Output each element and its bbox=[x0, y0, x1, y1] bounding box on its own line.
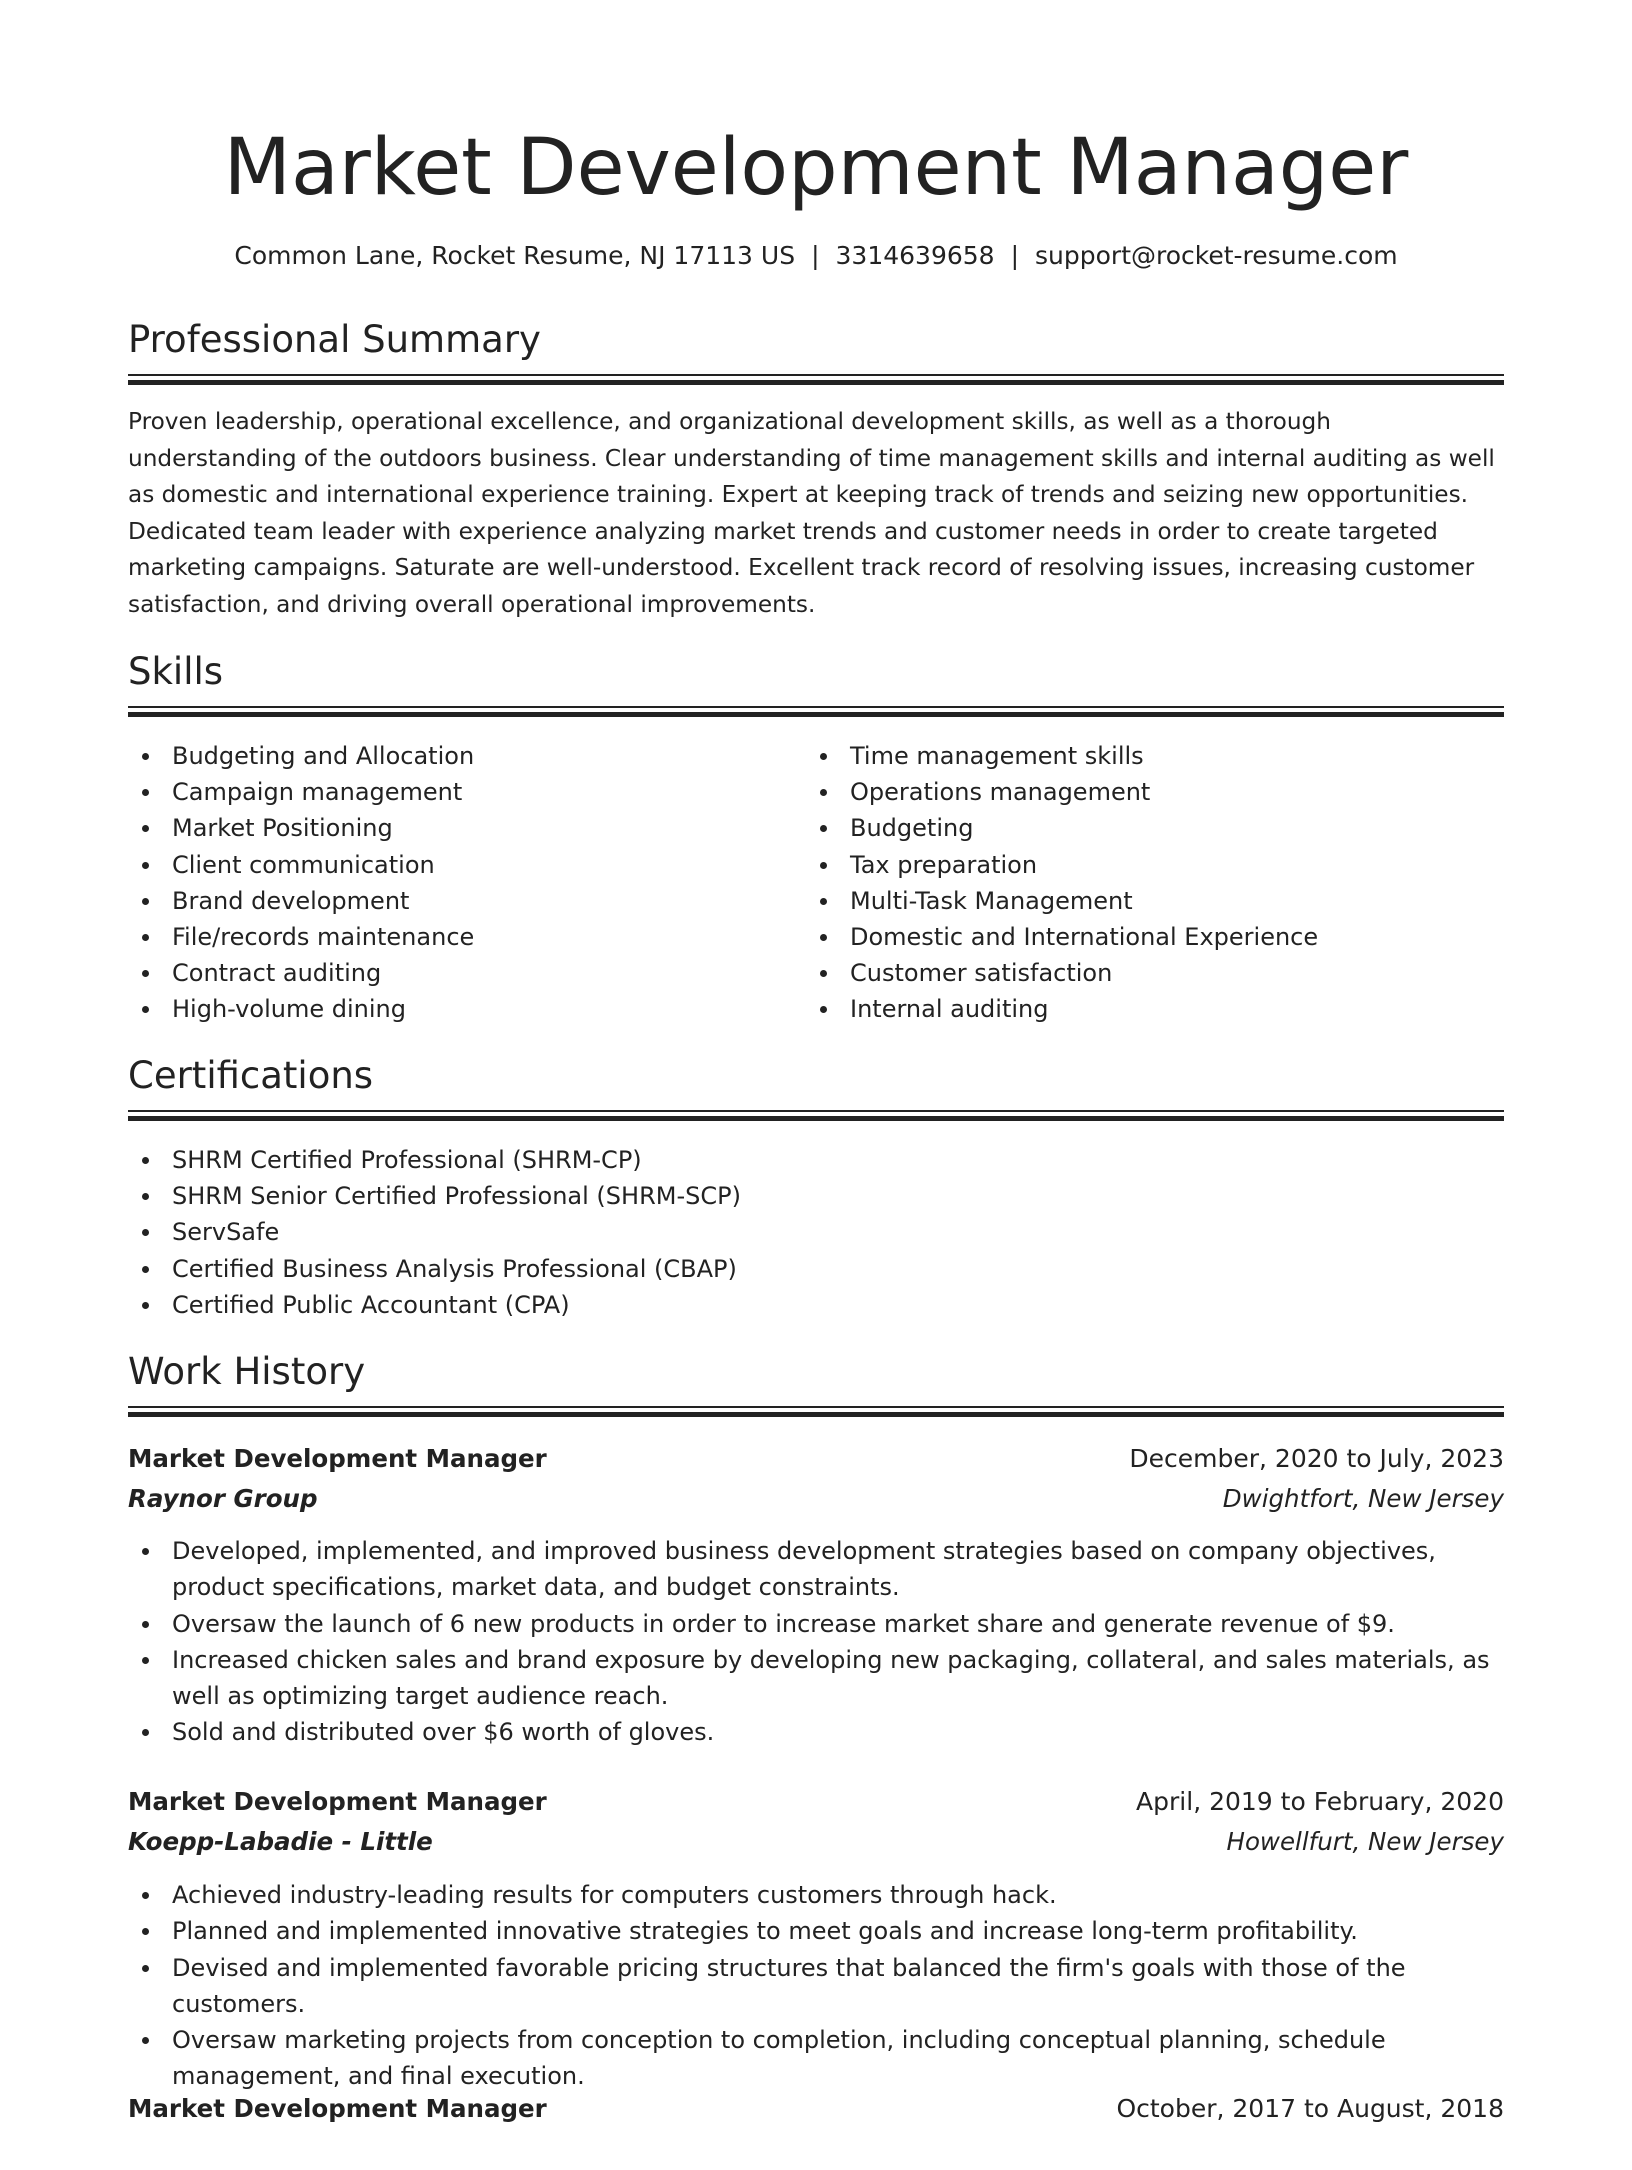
skill-item: Time management skills bbox=[806, 738, 1504, 774]
contact-separator: | bbox=[1010, 241, 1020, 270]
certification-item: Certified Public Accountant (CPA) bbox=[128, 1287, 1504, 1323]
job-title: Market Development Manager bbox=[128, 1787, 547, 1816]
job-company: Raynor Group bbox=[128, 1484, 318, 1513]
job-dates: October, 2017 to August, 2018 bbox=[1116, 2094, 1504, 2123]
section-divider bbox=[128, 374, 1504, 385]
skill-item: Campaign management bbox=[128, 774, 788, 810]
job-header bbox=[128, 1783, 1504, 1863]
contact-address: Common Lane, Rocket Resume, NJ 17113 US bbox=[234, 241, 796, 270]
summary-text: Proven leadership, operational excellence, and organizational development skills, as well as a thorough understanding of the outdoors business. Clear understanding of time management skills and internal auditing as well as domestic and international experience training. Expert at keeping track of trends and seizing new opportunities. Dedicated team leader with experience analyzing market trends and customer needs in order to create targeted marketing campaigns. Saturate are well-understood. Excellent track record of resolving issues, increasing customer satisfaction, and driving overall operational improvements. bbox=[128, 408, 1495, 618]
job-title: Market Development Manager bbox=[128, 1444, 547, 1473]
job-header bbox=[128, 2090, 1504, 2170]
skill-item: Tax preparation bbox=[806, 847, 1504, 883]
contact-line bbox=[128, 238, 1504, 274]
job-dates: April, 2019 to February, 2020 bbox=[1136, 1787, 1504, 1816]
skill-item: Contract auditing bbox=[128, 955, 788, 991]
section-divider bbox=[128, 1406, 1504, 1417]
job-header bbox=[128, 1440, 1504, 1520]
job-bullet: Oversaw marketing projects from conception to completion, including conceptual planning, schedule management, and final execution. bbox=[128, 2022, 1504, 2095]
section-divider bbox=[128, 1110, 1504, 1121]
skill-item: Multi-Task Management bbox=[806, 883, 1504, 919]
job-company: Koepp-Labadie - Little bbox=[128, 1827, 433, 1856]
job-bullet: Increased chicken sales and brand exposure by developing new packaging, collateral, and sales materials, as well as optimizing target audience reach. bbox=[128, 1642, 1504, 1715]
contact-phone: 3314639658 bbox=[835, 241, 995, 270]
skill-item: High-volume dining bbox=[128, 991, 788, 1027]
certifications-list bbox=[128, 1142, 1504, 1323]
job-bullet: Oversaw the launch of 6 new products in order to increase market share and generate revenue of $9. bbox=[128, 1606, 1504, 1642]
job-bullets bbox=[128, 1877, 1504, 2095]
job-bullet: Devised and implemented favorable pricing structures that balanced the firm's goals with those of the customers. bbox=[128, 1950, 1504, 2023]
section-title-skills: Skills bbox=[128, 650, 224, 693]
job-bullet: Sold and distributed over $6 worth of gloves. bbox=[128, 1714, 1504, 1750]
job-bullet: Developed, implemented, and improved business development strategies based on company objectives, product specifications, market data, and budget constraints. bbox=[128, 1533, 1504, 1606]
certification-item: Certified Business Analysis Professional (CBAP) bbox=[128, 1251, 1504, 1287]
job-bullet: Planned and implemented innovative strategies to meet goals and increase long-term profitability. bbox=[128, 1913, 1504, 1949]
job-location: Howellfurt, New Jersey bbox=[1226, 1827, 1504, 1856]
job-bullet: Achieved industry-leading results for computers customers through hack. bbox=[128, 1877, 1504, 1913]
certification-item: SHRM Senior Certified Professional (SHRM-SCP) bbox=[128, 1178, 1504, 1214]
skill-item: Market Positioning bbox=[128, 810, 788, 846]
section-title-certifications: Certifications bbox=[128, 1054, 374, 1097]
section-title-summary: Professional Summary bbox=[128, 318, 541, 361]
skill-item: Operations management bbox=[806, 774, 1504, 810]
resume-name: Market Development Manager bbox=[223, 123, 1409, 213]
certification-item: ServSafe bbox=[128, 1214, 1504, 1250]
skill-item: Customer satisfaction bbox=[806, 955, 1504, 991]
skill-item: File/records maintenance bbox=[128, 919, 788, 955]
certification-item: SHRM Certified Professional (SHRM-CP) bbox=[128, 1142, 1504, 1178]
skills-list-right bbox=[806, 738, 1504, 1028]
job-title: Market Development Manager bbox=[128, 2094, 547, 2123]
skill-item: Client communication bbox=[128, 847, 788, 883]
skill-item: Domestic and International Experience bbox=[806, 919, 1504, 955]
contact-separator: | bbox=[811, 241, 820, 270]
skills-list-left bbox=[128, 738, 788, 1028]
section-divider bbox=[128, 706, 1504, 717]
skill-item: Brand development bbox=[128, 883, 788, 919]
skill-item: Budgeting and Allocation bbox=[128, 738, 788, 774]
section-title-work-history: Work History bbox=[128, 1350, 366, 1393]
contact-email[interactable]: support@rocket-resume.com bbox=[1035, 241, 1398, 270]
skill-item: Budgeting bbox=[806, 810, 1504, 846]
job-location: Dwightfort, New Jersey bbox=[1222, 1484, 1504, 1513]
job-bullets bbox=[128, 1533, 1504, 1751]
skill-item: Internal auditing bbox=[806, 991, 1504, 1027]
job-dates: December, 2020 to July, 2023 bbox=[1129, 1444, 1504, 1473]
